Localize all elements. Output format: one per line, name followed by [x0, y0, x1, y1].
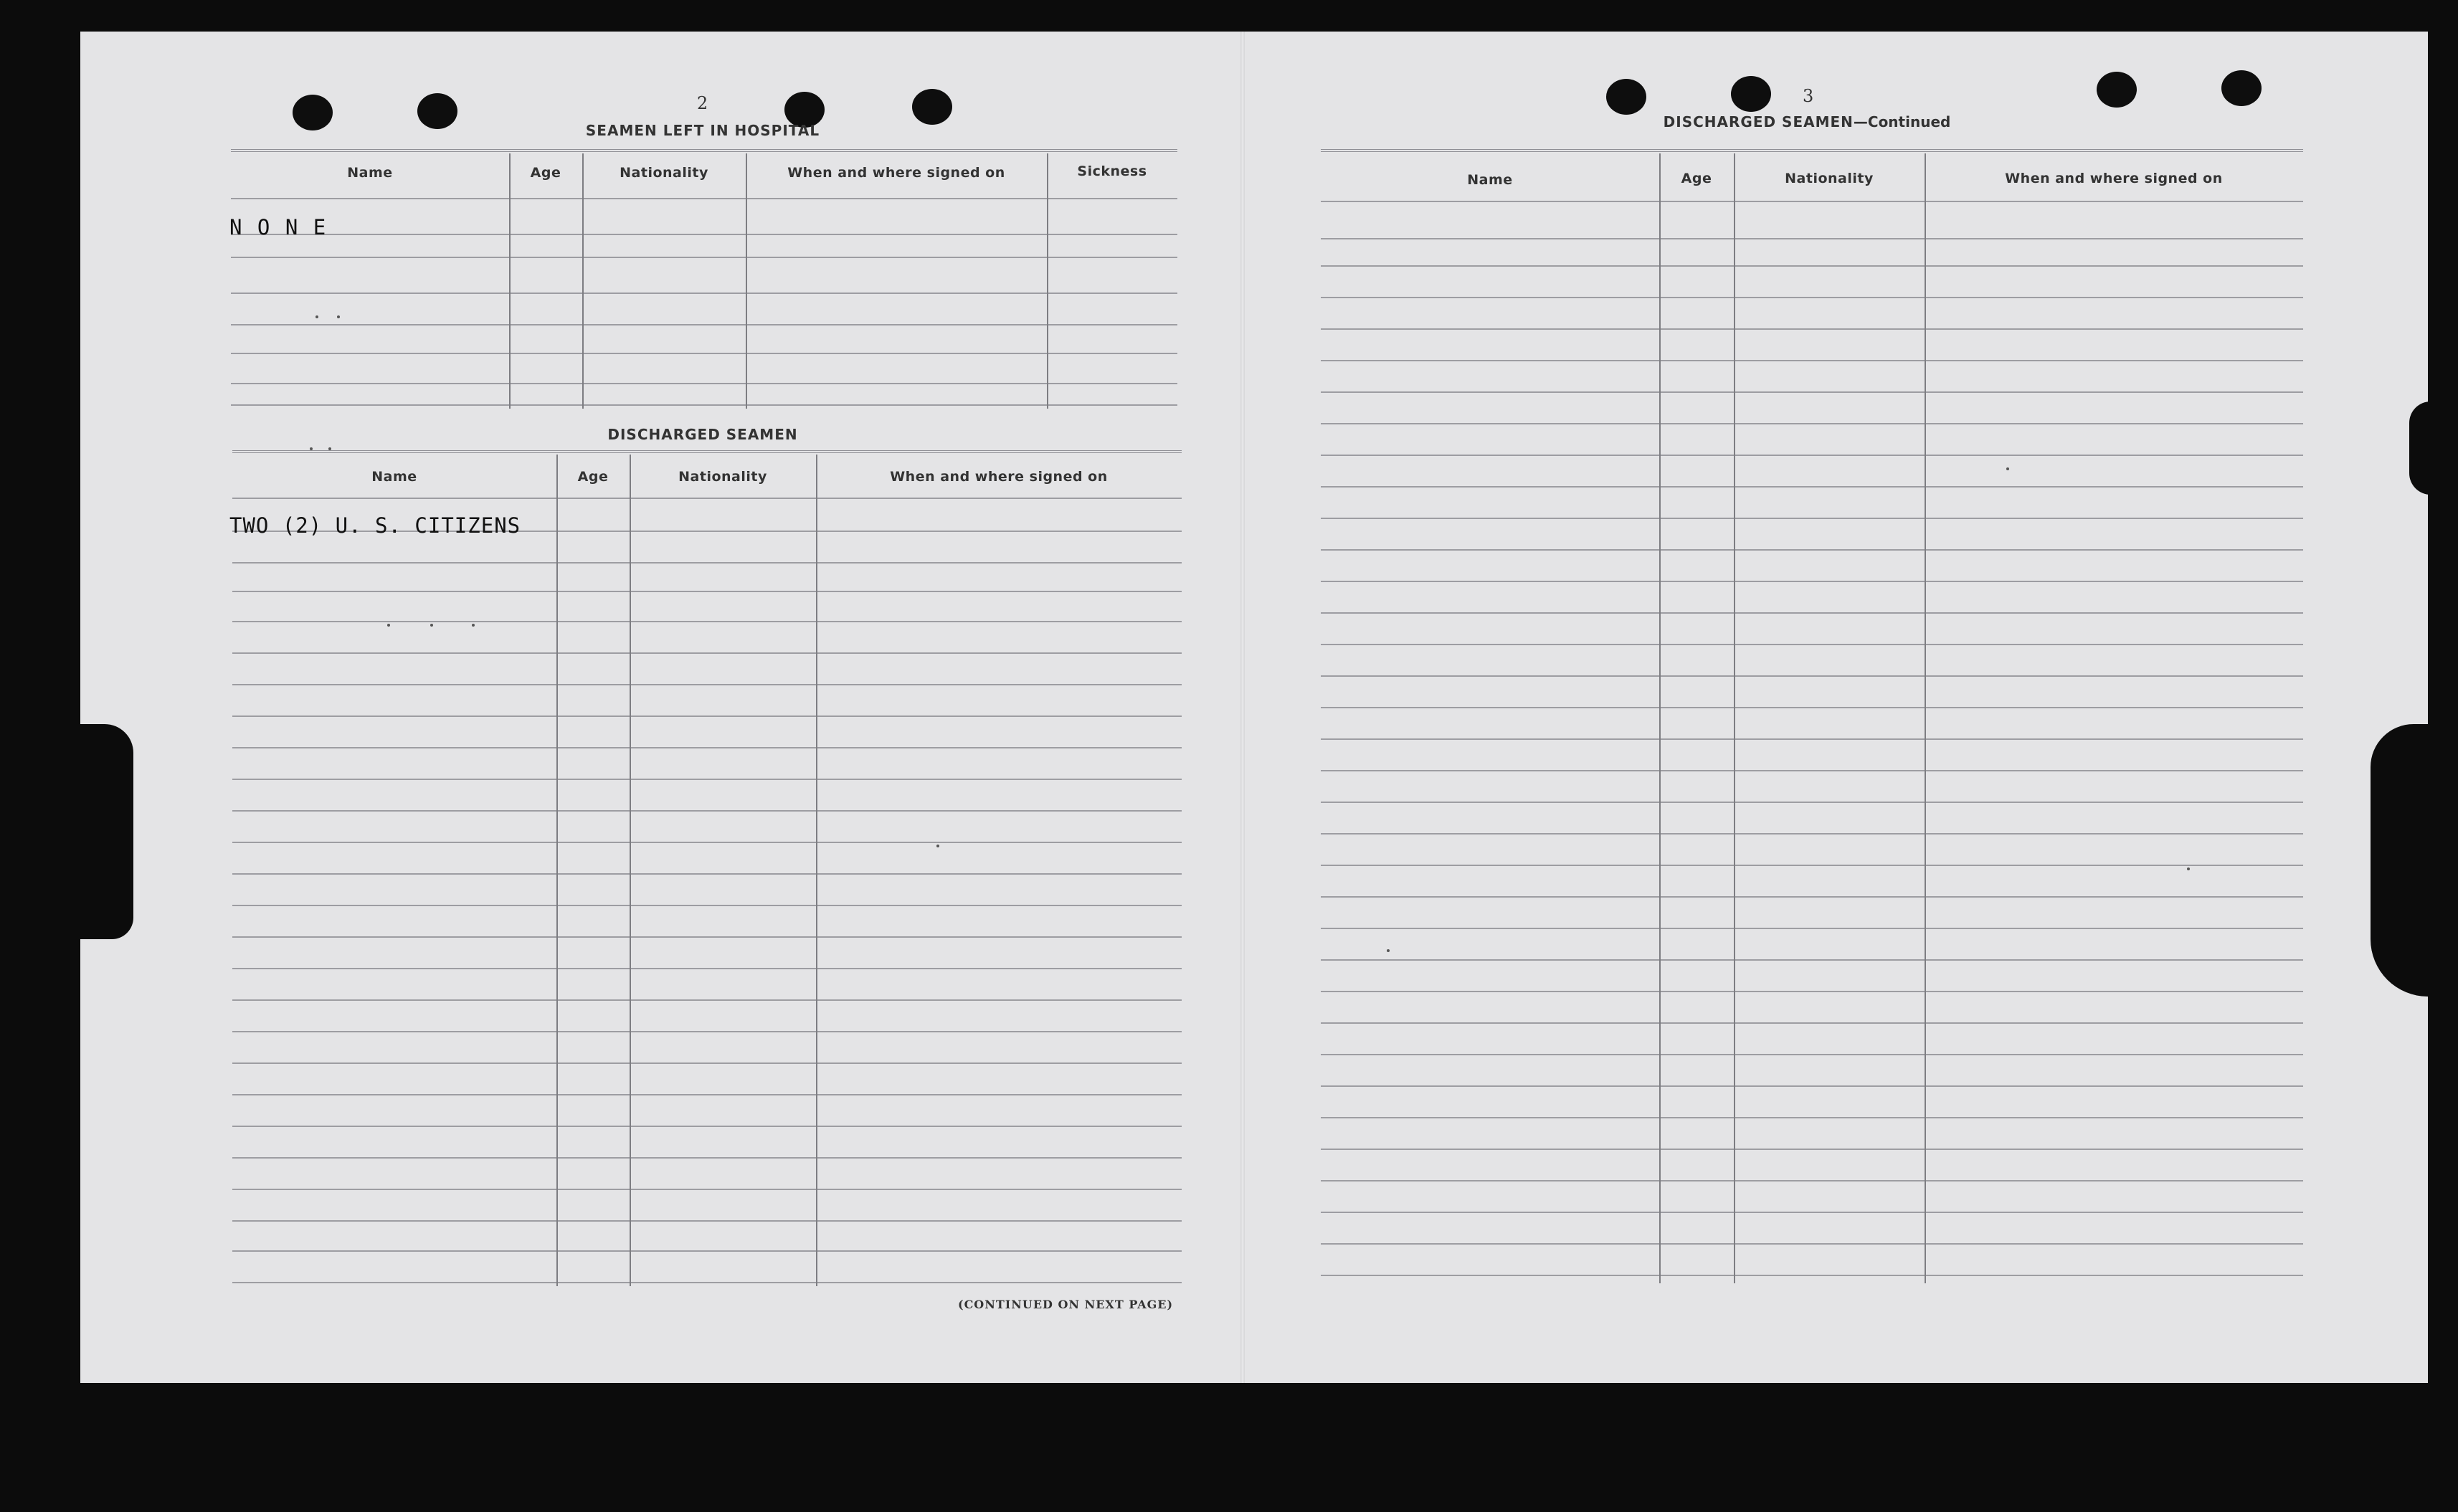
- punch-hole: [2221, 70, 2262, 106]
- discharged-continued-table: [1321, 149, 2303, 1286]
- edge-tear-right-upper: [2409, 401, 2431, 495]
- punch-hole: [1731, 76, 1771, 112]
- column-header-nationality: Nationality: [1785, 171, 1874, 186]
- column-header-signed-on: When and where signed on: [787, 165, 1005, 181]
- continued-note: (CONTINUED ON NEXT PAGE): [958, 1298, 1174, 1311]
- column-header-signed-on: When and where signed on: [890, 469, 1108, 485]
- scan-speck: [337, 315, 340, 318]
- edge-tear-right: [2371, 724, 2435, 997]
- page-number: 3: [1803, 86, 1814, 106]
- column-header-name: Name: [347, 165, 393, 181]
- hospital-entry-none: N O N E: [229, 215, 328, 239]
- title-sub: —Continued: [1853, 113, 1951, 130]
- column-header-name: Name: [1467, 172, 1513, 188]
- scan-speck: [2187, 867, 2190, 870]
- scan-speck: [310, 447, 313, 450]
- discharged-table: [232, 450, 1182, 1298]
- scan-speck: [472, 624, 475, 627]
- scan-speck: [430, 624, 433, 627]
- column-header-signed-on: When and where signed on: [2005, 171, 2223, 186]
- column-header-age: Age: [530, 165, 561, 181]
- column-header-nationality: Nationality: [678, 469, 767, 485]
- hospital-table: [231, 149, 1177, 409]
- scan-speck: [2006, 467, 2009, 470]
- column-header-nationality: Nationality: [620, 165, 708, 181]
- punch-hole: [2097, 72, 2137, 108]
- scan-speck: [387, 624, 390, 627]
- page-number: 2: [697, 93, 708, 113]
- title-main: DISCHARGED SEAMEN: [1663, 113, 1854, 130]
- scan-speck: [315, 315, 318, 318]
- scan-speck: [1387, 949, 1390, 952]
- discharged-entry: TWO (2) U. S. CITIZENS: [229, 513, 521, 538]
- column-header-sickness: Sickness: [1077, 163, 1147, 179]
- column-header-age: Age: [577, 469, 609, 485]
- column-header-age: Age: [1681, 171, 1712, 186]
- page-fold: [1240, 32, 1245, 1383]
- scan-speck: [328, 447, 331, 450]
- hospital-section-title: SEAMEN LEFT IN HOSPITAL: [585, 122, 820, 139]
- edge-tear-left: [77, 724, 133, 939]
- punch-hole: [912, 89, 952, 125]
- discharged-continued-title: [1606, 113, 2008, 130]
- scan-speck: [936, 845, 939, 847]
- punch-hole: [417, 93, 457, 129]
- punch-hole: [1606, 79, 1646, 115]
- punch-hole: [293, 95, 333, 130]
- column-header-name: Name: [371, 469, 417, 485]
- discharged-section-title: DISCHARGED SEAMEN: [607, 426, 798, 443]
